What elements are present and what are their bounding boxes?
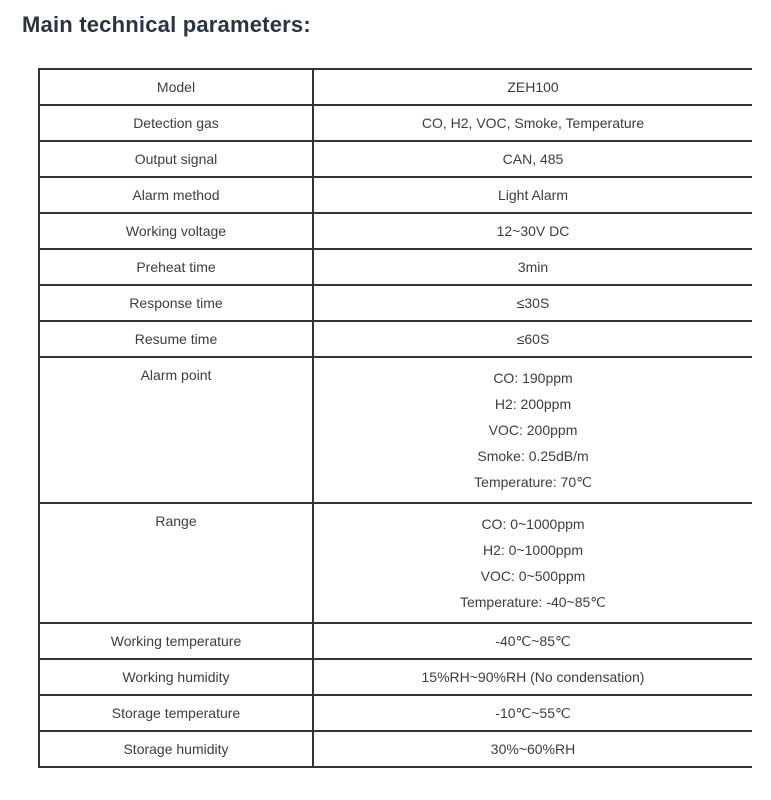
value-line: Temperature: 70℃ <box>474 474 592 490</box>
parameter-label: Resume time <box>39 321 313 357</box>
value-line: Smoke: 0.25dB/m <box>477 448 589 464</box>
value-line: CO: 190ppm <box>493 370 573 386</box>
table-row <box>39 213 752 249</box>
value-line: H2: 0~1000ppm <box>482 542 584 558</box>
parameters-table-body <box>39 69 752 767</box>
value-line: Temperature: -40~85℃ <box>459 594 607 610</box>
value-line: 15%RH~90%RH (No condensation) <box>421 669 645 685</box>
parameter-label: Working voltage <box>39 213 313 249</box>
value-line: 3min <box>517 259 549 275</box>
value-line: Light Alarm <box>497 187 569 203</box>
parameter-label: Working temperature <box>39 623 313 659</box>
value-line: CAN, 485 <box>502 151 564 167</box>
value-line: 30%~60%RH <box>490 741 576 757</box>
table-row <box>39 659 752 695</box>
parameter-label: Alarm method <box>39 177 313 213</box>
value-line: ZEH100 <box>507 79 559 95</box>
value-line: -40℃~85℃ <box>495 633 571 649</box>
parameter-label: Response time <box>39 285 313 321</box>
parameter-value <box>313 213 752 249</box>
parameter-label: Storage temperature <box>39 695 313 731</box>
value-line: CO, H2, VOC, Smoke, Temperature <box>421 115 645 131</box>
parameter-label: Working humidity <box>39 659 313 695</box>
parameter-value <box>313 503 752 623</box>
table-row <box>39 357 752 503</box>
parameter-label: Range <box>39 503 313 623</box>
table-row <box>39 623 752 659</box>
table-row <box>39 69 752 105</box>
parameter-value <box>313 285 752 321</box>
value-line: ≤60S <box>516 331 550 347</box>
parameter-label: Storage humidity <box>39 731 313 767</box>
table-row <box>39 285 752 321</box>
table-row <box>39 105 752 141</box>
parameter-label: Alarm point <box>39 357 313 503</box>
parameter-label: Preheat time <box>39 249 313 285</box>
parameter-value <box>313 695 752 731</box>
parameter-value <box>313 105 752 141</box>
value-line: ≤30S <box>516 295 550 311</box>
parameter-label: Detection gas <box>39 105 313 141</box>
table-row <box>39 249 752 285</box>
table-row <box>39 503 752 623</box>
parameter-value <box>313 141 752 177</box>
table-row <box>39 177 752 213</box>
parameter-value <box>313 249 752 285</box>
value-line: VOC: 0~500ppm <box>480 568 586 584</box>
parameter-label: Model <box>39 69 313 105</box>
parameter-value <box>313 357 752 503</box>
parameter-value <box>313 731 752 767</box>
parameter-label: Output signal <box>39 141 313 177</box>
table-row <box>39 141 752 177</box>
value-line: H2: 200ppm <box>494 396 572 412</box>
value-line: -10℃~55℃ <box>495 705 571 721</box>
parameter-value <box>313 321 752 357</box>
parameter-value <box>313 623 752 659</box>
parameter-value <box>313 69 752 105</box>
table-row <box>39 695 752 731</box>
page-title: Main technical parameters: <box>22 12 311 37</box>
parameter-value <box>313 177 752 213</box>
parameter-value <box>313 659 752 695</box>
value-line: 12~30V DC <box>496 223 570 239</box>
value-line: VOC: 200ppm <box>488 422 578 438</box>
value-line: CO: 0~1000ppm <box>481 516 585 532</box>
table-row <box>39 321 752 357</box>
table-row <box>39 731 752 767</box>
parameters-table <box>38 68 752 768</box>
